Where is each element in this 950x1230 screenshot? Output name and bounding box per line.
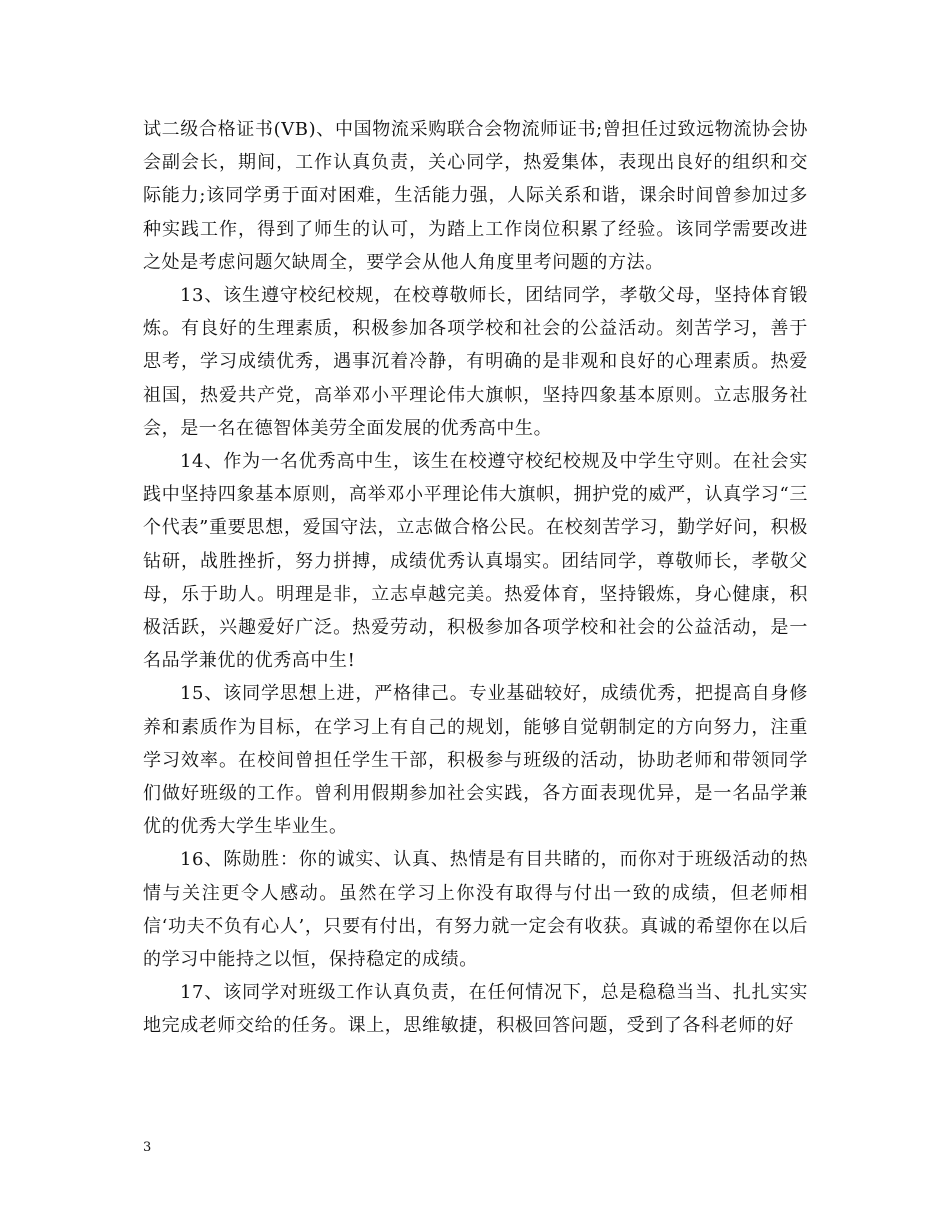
paragraph-item-16: 16、陈勋胜：你的诚实、认真、热情是有目共睹的，而你对于班级活动的热情与关注更令人感动。虽然在学习上你没有取得与付出一致的成绩，但老师相信‘功夫不负有心人’，只要有付出，有努力就一定会有收获。真诚的希望你在以后的学习中能持之以恒，保持稳定的成绩。 bbox=[143, 849, 808, 971]
paragraph-continuation: 试二级合格证书(VB)、中国物流采购联合会物流师证书;曾担任过致远物流协会协会副会长，期间，工作认真负责，关心同学，热爱集体，表现出良好的组织和交际能力;该同学勇于面对困难，生活能力强，人际关系和谐，课余时间曾参加过多种实践工作，得到了师生的认可，为踏上工作岗位积累了经验。该同学需要改进之处是考虑问题欠缺周全，要学会从他人角度里考问题的方法。 bbox=[143, 119, 808, 273]
paragraph-item-15: 15、该同学思想上进，严格律己。专业基础较好，成绩优秀，把提高自身修养和素质作为目标，在学习上有自己的规划，能够自觉朝制定的方向努力，注重学习效率。在校间曾担任学生干部，积极参与班级的活动，协助老师和带领同学们做好班级的工作。曾利用假期参加社会实践，各方面表现优异，是一名品学兼优的优秀大学生毕业生。 bbox=[143, 683, 808, 838]
document-body bbox=[143, 113, 808, 1043]
page-number: 3 bbox=[143, 1140, 152, 1155]
paragraph-item-13: 13、该生遵守校纪校规，在校尊敬师长，团结同学，孝敬父母，坚持体育锻炼。有良好的生理素质，积极参加各项学校和社会的公益活动。刻苦学习，善于思考，学习成绩优秀，遇事沉着冷静，有明确的是非观和良好的心理素质。热爱祖国，热爱共产党，高举邓小平理论伟大旗帜，坚持四象基本原则。立志服务社会，是一名在德智体美劳全面发展的优秀高中生。 bbox=[143, 285, 808, 439]
paragraph-item-14: 14、作为一名优秀高中生，该生在校遵守校纪校规及中学生守则。在社会实践中坚持四象基本原则，高举邓小平理论伟大旗帜，拥护党的威严，认真学习“三个代表”重要思想，爱国守法，立志做合格公民。在校刻苦学习，勤学好问，积极钻研，战胜挫折，努力拼搏，成绩优秀认真塌实。团结同学，尊敬师长，孝敬父母，乐于助人。明理是非，立志卓越完美。热爱体育，坚持锻炼，身心健康，积极活跃，兴趣爱好广泛。热爱劳动，积极参加各项学校和社会的公益活动，是一名品学兼优的优秀高中生! bbox=[143, 451, 808, 672]
paragraph-item-17: 17、该同学对班级工作认真负责，在任何情况下，总是稳稳当当、扎扎实实地完成老师交给的任务。课上，思维敏捷，积极回答问题，受到了各科老师的好 bbox=[143, 982, 808, 1037]
